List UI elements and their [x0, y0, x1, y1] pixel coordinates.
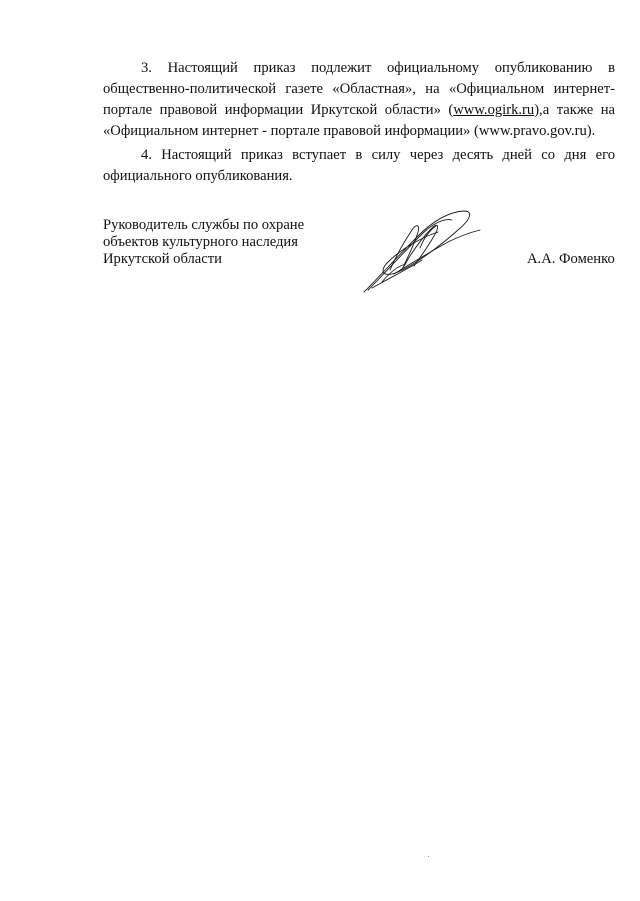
signer-name: А.А. Фоменко	[527, 251, 615, 267]
ogirk-link[interactable]: www.ogirk.ru	[453, 102, 535, 118]
signatory-position-line-3: Иркутской области	[103, 251, 222, 267]
paragraph-publication-text-after: ),а также на «Официальном интернет - портале правовой информации» (www.pravo.gov.ru).	[103, 102, 615, 139]
signatory-position-line-2: объектов культурного наследия	[103, 234, 298, 250]
paragraph-publication-text-before: 3. Настоящий приказ подлежит официальному опубликованию в общественно-политической газете «Областная», на «Официальном интернет-портале правовой информации Иркутской области» (	[103, 60, 615, 118]
scan-speck	[428, 856, 429, 857]
signatory-position	[103, 217, 304, 268]
handwritten-signature	[360, 208, 485, 296]
signatory-position-line-1: Руководитель службы по охране	[103, 217, 305, 233]
paragraph-publication	[103, 58, 615, 142]
paragraph-effective-date: 4. Настоящий приказ вступает в силу через десять дней со дня его официального опубликования.	[103, 147, 615, 184]
